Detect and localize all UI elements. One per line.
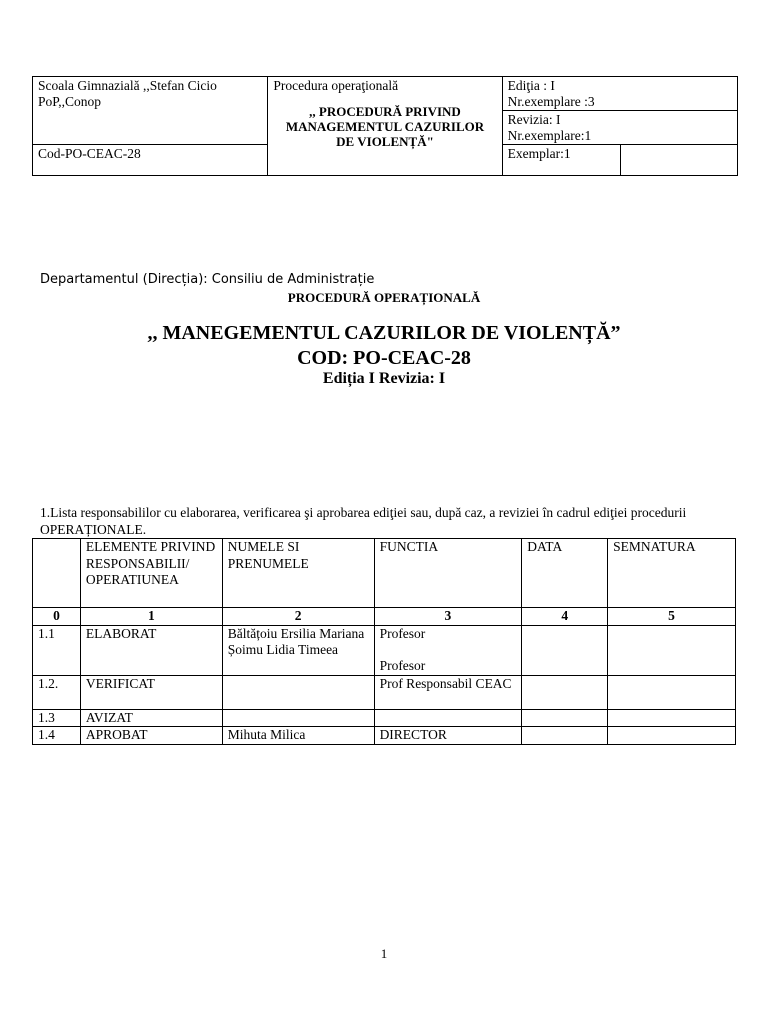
table-row: 1.2. VERIFICAT Prof Responsabil CEAC xyxy=(33,675,736,709)
document-code: COD: PO-CEAC-28 xyxy=(297,347,471,369)
procedure-code: Cod-PO-CEAC-28 xyxy=(33,145,268,176)
exemplar-empty xyxy=(620,145,737,176)
header-index xyxy=(33,539,81,608)
procedure-title: ,, PROCEDURĂ PRIVIND MANAGEMENTUL CAZURILOR DE VIOLENȚĂ" xyxy=(285,104,485,149)
revision-cell: Revizia: I Nr.exemplare:1 xyxy=(502,111,737,145)
header-elements: ELEMENTE PRIVIND RESPONSABILII/ OPERATIUNEA xyxy=(80,539,222,608)
intro-paragraph: 1.Lista responsabililor cu elaborarea, verificarea şi aprobarea ediţiei sau, după caz, a reviziei în cadrul ediţiei procedurii OPERAȚIONALE. xyxy=(40,505,687,537)
school-name: Scoala Gimnazială ,,Stefan Cicio PoP,,Conop xyxy=(33,77,268,145)
procedure-cell xyxy=(268,77,502,176)
procedure-type: Procedura operaţională xyxy=(273,78,399,93)
edition-cell: Ediţia : I Nr.exemplare :3 xyxy=(502,77,737,111)
document-title: ,, MANEGEMENTUL CAZURILOR DE VIOLENȚĂ” xyxy=(147,322,621,344)
page-number: 1 xyxy=(380,946,388,961)
header-date: DATA xyxy=(522,539,608,608)
document-edition: Ediția I Revizia: I xyxy=(322,370,446,387)
procedure-label: PROCEDURĂ OPERAȚIONALĂ xyxy=(287,290,481,305)
number-row: 0 1 2 3 4 5 xyxy=(33,608,736,626)
table-row: 1.3 AVIZAT xyxy=(33,709,736,727)
header-name: NUMELE SI PRENUMELE xyxy=(222,539,374,608)
header-function: FUNCTIA xyxy=(374,539,522,608)
header-table xyxy=(32,76,738,176)
responsibles-table xyxy=(32,538,736,745)
department: Departamentul (Direcția): Consiliu de Administrație xyxy=(40,272,375,287)
header-signature: SEMNATURA xyxy=(608,539,736,608)
table-header-row xyxy=(33,539,736,608)
table-row: 1.4 APROBAT Mihuta Milica DIRECTOR xyxy=(33,727,736,745)
table-row: 1.1 ELABORAT Băltățoiu Ersilia Mariana Șoimu Lidia Timeea Profesor Profesor xyxy=(33,625,736,675)
exemplar-cell: Exemplar:1 xyxy=(502,145,620,176)
